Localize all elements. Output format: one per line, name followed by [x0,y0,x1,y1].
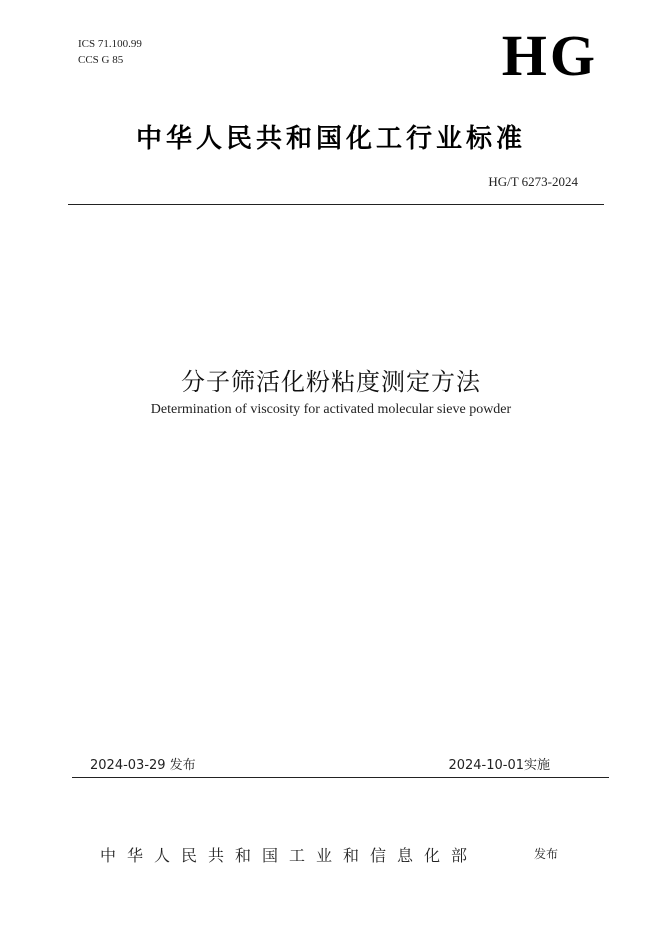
issue-date: 2024-03-29 发布 [90,758,196,773]
document-title-english: Determination of viscosity for activated molecular sieve powder [150,402,512,417]
bottom-divider [72,777,609,778]
top-divider [68,204,604,205]
standard-number: HG/T 6273-2024 [488,174,578,189]
implementation-date: 2024-10-01实施 [448,758,550,773]
classification-codes [78,36,142,68]
issuing-authority: 中华人民共和国工业和信息化部 [100,846,479,865]
industry-standard-title: 中华人民共和国化工行业标准 [135,124,526,154]
issuing-label: 发布 [534,847,559,861]
ccs-code: CCS G 85 [78,54,124,66]
ics-code: ICS 71.100.99 [78,38,142,50]
hg-logo: HG [501,23,598,88]
document-title-chinese: 分子筛活化粉粘度测定方法 [181,368,481,396]
